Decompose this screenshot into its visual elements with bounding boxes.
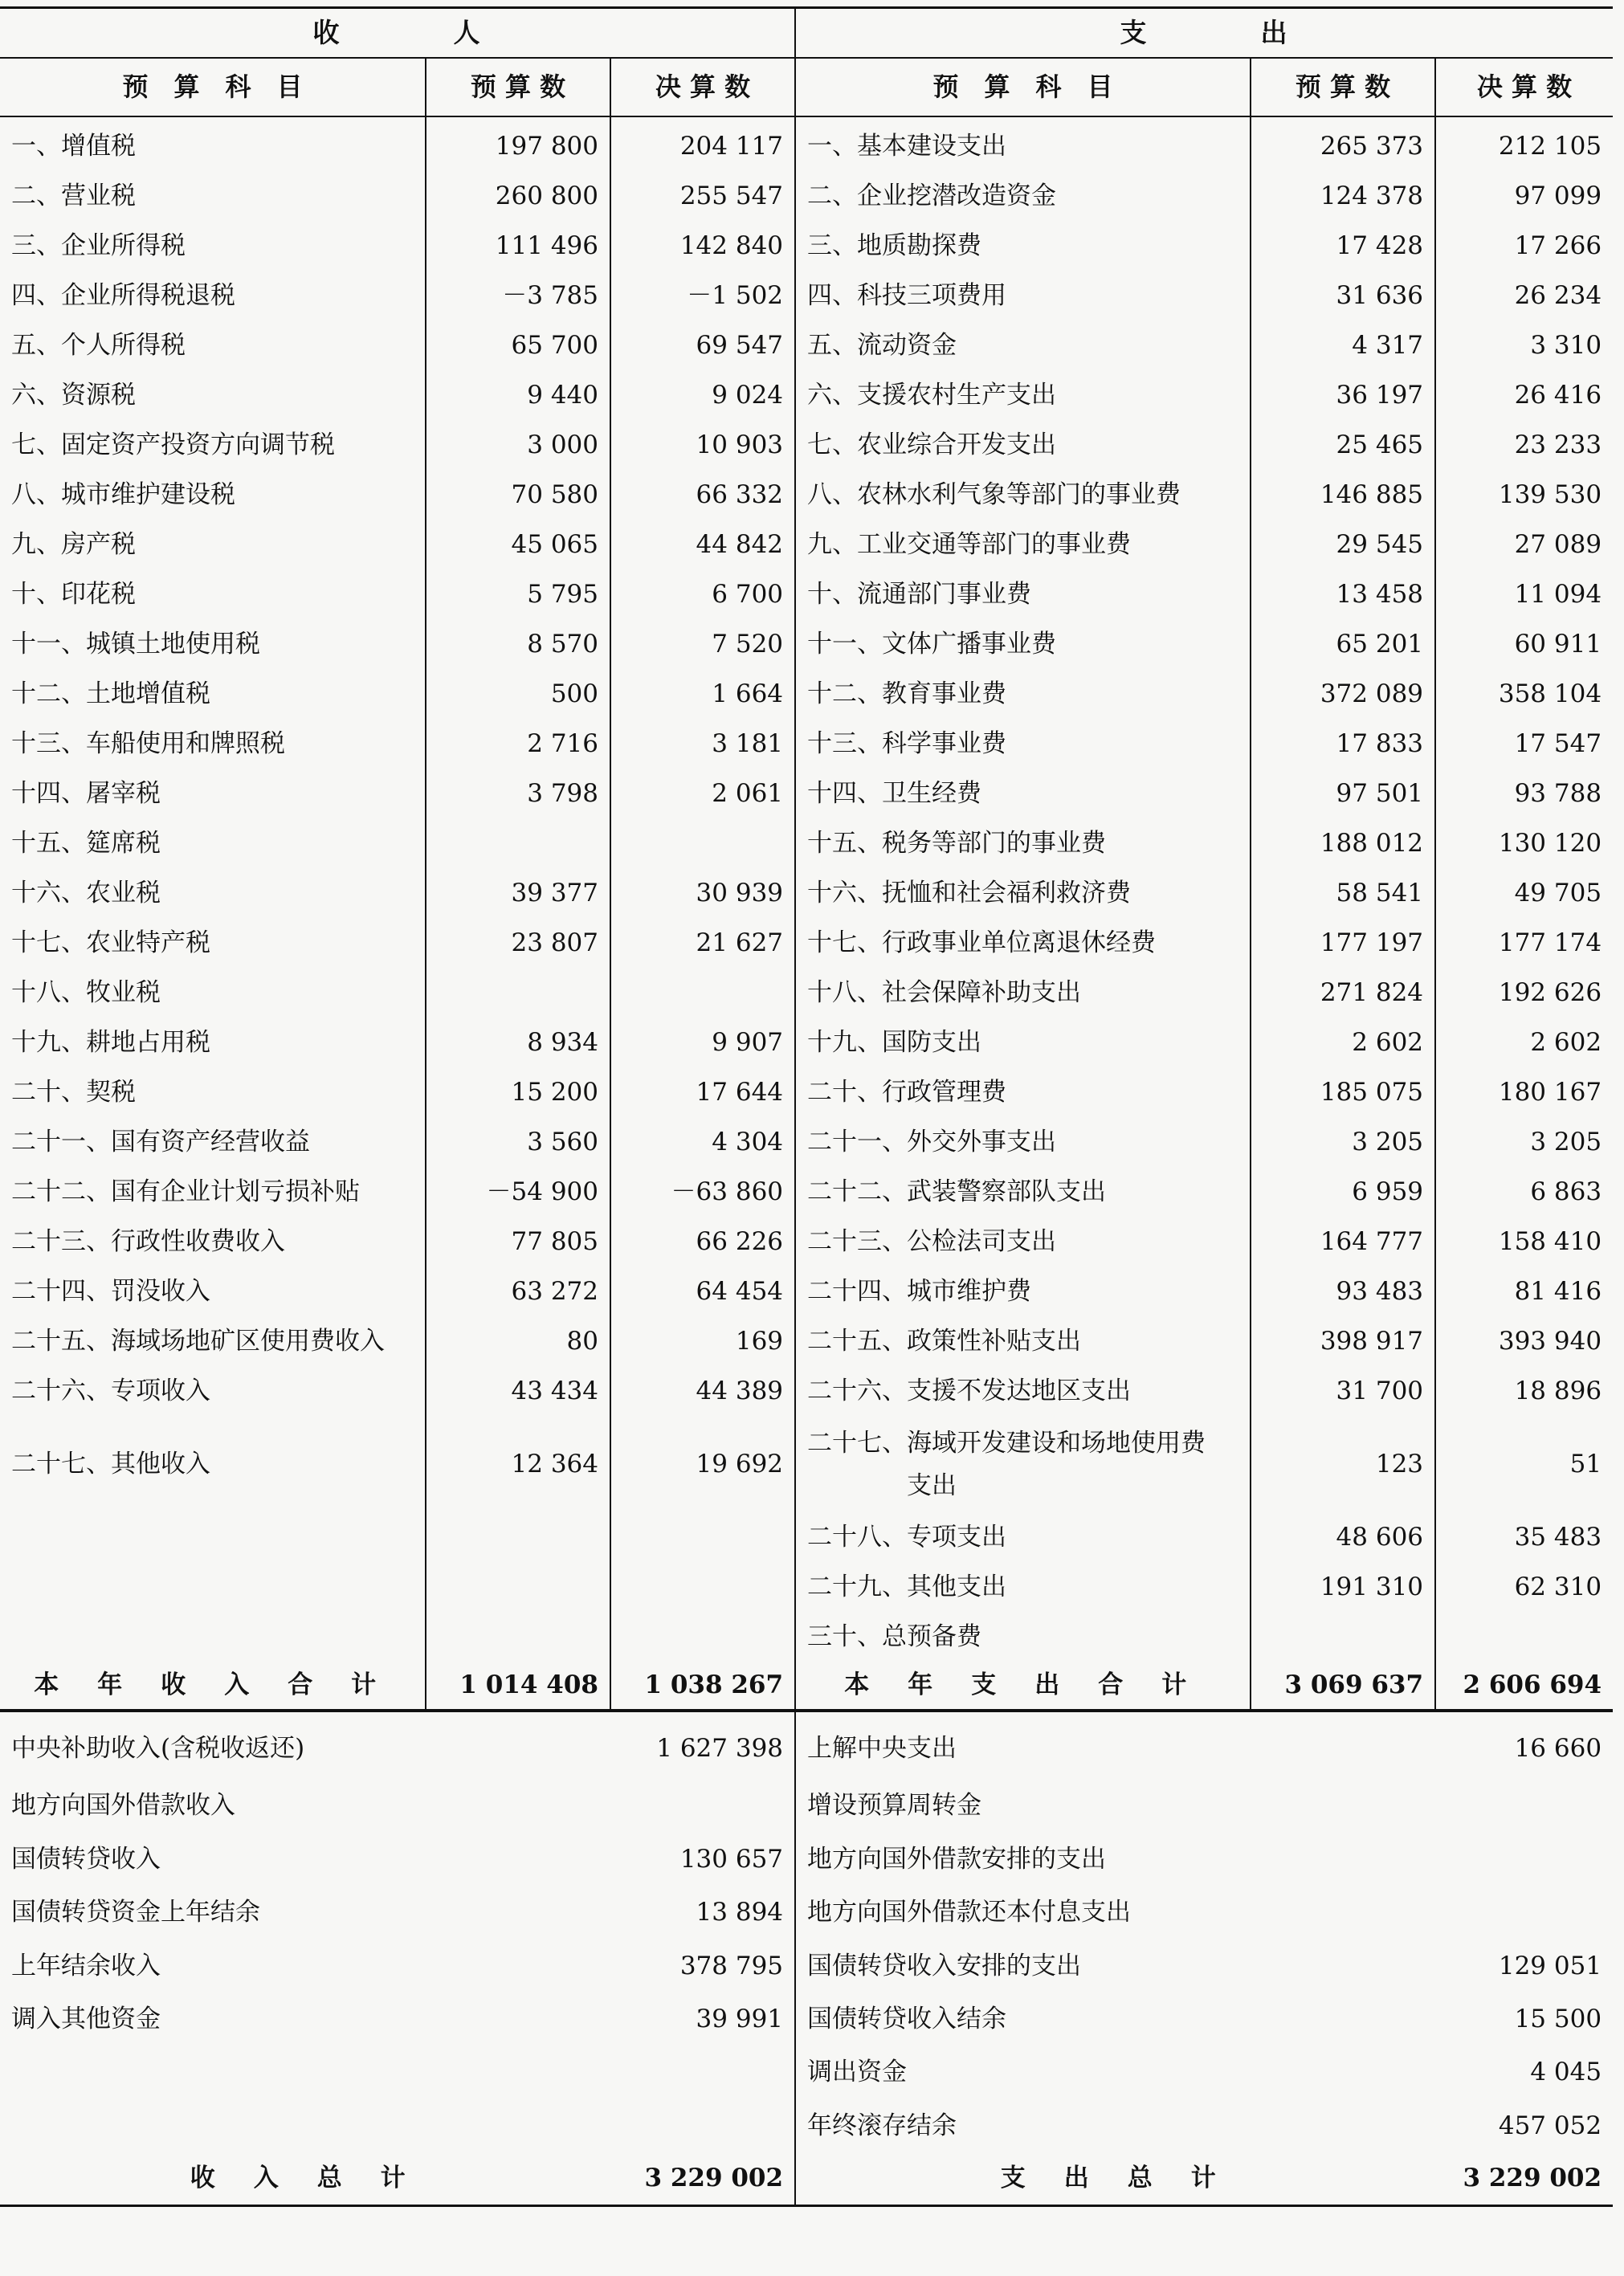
expense-budget-value: 372 089 (1251, 670, 1435, 720)
income-budget-value: 3 000 (426, 421, 610, 471)
header-row-columns (0, 58, 1613, 116)
income-final-value: 204 117 (610, 116, 795, 172)
income-final-value: 17 644 (610, 1068, 795, 1118)
table-row (0, 222, 1613, 271)
header-row-sections (0, 8, 1613, 59)
expense-final-value: 16 660 (1514, 1734, 1602, 1764)
income-budget-value: 5 795 (426, 570, 610, 620)
income-final-value: 2 061 (610, 769, 795, 819)
expense-item-line-1: 二十七、海域开发建设和场地使用费 (807, 1429, 1206, 1458)
expense-item: 地方向国外借款还本付息支出 (807, 1898, 1132, 1927)
expense-final-value: 358 104 (1498, 679, 1602, 709)
income-final-value: 1 627 398 (610, 1711, 795, 1780)
income-budget-value: 500 (426, 670, 610, 720)
expense-budget-value: 25 465 (1251, 421, 1435, 471)
income-item: 七、固定资产投资方向调节税 (0, 421, 426, 471)
income-item: 二十一、国有资产经营收益 (0, 1118, 426, 1168)
income-item: 八、城市维护建设税 (0, 471, 426, 520)
expense-budget-value: 398 917 (1251, 1317, 1435, 1367)
budget-final-accounts-table (0, 6, 1613, 2207)
income-item: 十二、土地增值税 (0, 670, 426, 720)
table-row (0, 620, 1613, 670)
table-row (0, 471, 1613, 520)
expense-budget-value: 48 606 (1251, 1513, 1435, 1563)
expense-item: 十三、科学事业费 (795, 720, 1251, 769)
income-item: 六、资源税 (0, 371, 426, 421)
expense-item: 二十五、政策性补贴支出 (795, 1317, 1251, 1367)
expense-final-value: 60 911 (1514, 630, 1602, 659)
income-budget-value: 8 570 (426, 620, 610, 670)
income-final-value: 64 454 (610, 1267, 795, 1317)
table-row (0, 1563, 1613, 1613)
income-budget-value: 8 934 (426, 1018, 610, 1068)
income-item: 十八、牧业税 (0, 969, 426, 1018)
expense-item: 增设预算周转金 (807, 1791, 982, 1821)
income-final-value: 4 304 (610, 1118, 795, 1168)
expense-item: 八、农林水利气象等部门的事业费 (795, 471, 1251, 520)
income-budget-value: 70 580 (426, 471, 610, 520)
expense-final-value: 17 266 (1514, 231, 1602, 261)
expense-final-value (1435, 1613, 1613, 1662)
income-item (0, 1613, 426, 1662)
expense-budget-value: 164 777 (1251, 1218, 1435, 1267)
expense-budget-value (1251, 1613, 1435, 1662)
expense-final-value: 35 483 (1514, 1523, 1602, 1552)
income-final-value: －63 860 (610, 1168, 795, 1218)
expense-item: 调出资金 (807, 2058, 908, 2087)
income-item-header: 预 算 科 目 (0, 58, 426, 116)
expense-item: 国债转贷收入结余 (807, 2004, 1007, 2033)
income-budget-value: 63 272 (426, 1267, 610, 1317)
income-item: 国债转贷资金上年结余 (11, 1898, 260, 1927)
income-final-value: 255 547 (610, 172, 795, 222)
expense-budget-value: 2 602 (1251, 1018, 1435, 1068)
expense-final-value: 17 547 (1514, 729, 1602, 759)
expense-final-value: 15 500 (1514, 2004, 1602, 2033)
income-item: 九、房产税 (0, 520, 426, 570)
income-final-value: 378 795 (610, 1939, 795, 1993)
income-item: 十七、农业特产税 (0, 919, 426, 969)
table-row (0, 2099, 1613, 2152)
expense-final-value: 177 174 (1498, 928, 1602, 958)
income-item: 十五、筵席税 (0, 819, 426, 869)
table-row (0, 371, 1613, 421)
income-total-label: 本 年 收 入 合 计 (0, 1662, 426, 1711)
table-row (0, 819, 1613, 869)
income-budget-value (426, 1613, 610, 1662)
expense-final-value: 51 (1569, 1450, 1602, 1479)
income-item: 二十、契税 (0, 1068, 426, 1118)
income-item: 十一、城镇土地使用税 (0, 620, 426, 670)
table-row (0, 1711, 1613, 1780)
expense-budget-value: 97 501 (1251, 769, 1435, 819)
income-final-value: 7 520 (610, 620, 795, 670)
expense-final-value: 26 416 (1514, 381, 1602, 410)
income-budget-value: 12 364 (426, 1417, 610, 1513)
income-final-value (610, 819, 795, 869)
table-row (0, 720, 1613, 769)
expense-final-value: 18 896 (1514, 1377, 1602, 1406)
table-row (0, 1613, 1613, 1662)
income-final-value: 9 024 (610, 371, 795, 421)
income-final-value (610, 2046, 795, 2099)
expense-final-value: 139 530 (1498, 480, 1602, 510)
income-final-value: 3 181 (610, 720, 795, 769)
income-item: 二十五、海域场地矿区使用费收入 (0, 1317, 426, 1367)
income-final-value (610, 2099, 795, 2152)
expense-budget-value: 188 012 (1251, 819, 1435, 869)
expense-final-value: 158 410 (1498, 1227, 1602, 1257)
income-final-value: 66 226 (610, 1218, 795, 1267)
expense-final-value: 6 863 (1530, 1177, 1602, 1207)
expense-final-value: 27 089 (1514, 530, 1602, 560)
expense-item: 十九、国防支出 (795, 1018, 1251, 1068)
expense-grand-total-value: 3 229 002 (1463, 2163, 1602, 2192)
expense-item: 二十九、其他支出 (795, 1563, 1251, 1613)
expense-item: 五、流动资金 (795, 321, 1251, 371)
income-budget-value: 15 200 (426, 1068, 610, 1118)
expense-item: 六、支援农村生产支出 (795, 371, 1251, 421)
income-budget-value: 111 496 (426, 222, 610, 271)
expense-item: 三、地质勘探费 (795, 222, 1251, 271)
table-row (0, 271, 1613, 321)
expense-budget-value: 177 197 (1251, 919, 1435, 969)
income-final-value: －1 502 (610, 271, 795, 321)
income-final-value: 69 547 (610, 321, 795, 371)
expense-final-value: 81 416 (1514, 1277, 1602, 1307)
income-budget-value: 65 700 (426, 321, 610, 371)
expense-item: 十六、抚恤和社会福利救济费 (795, 869, 1251, 919)
table-row (0, 1833, 1613, 1886)
expense-final-value: 4 045 (1530, 2058, 1602, 2087)
income-item: 一、增值税 (0, 116, 426, 172)
income-budget-value (426, 819, 610, 869)
expense-budget-value: 13 458 (1251, 570, 1435, 620)
expense-budget-header: 预 算 数 (1251, 58, 1435, 116)
income-budget-value: 80 (426, 1317, 610, 1367)
income-item: 十四、屠宰税 (0, 769, 426, 819)
expense-item: 四、科技三项费用 (795, 271, 1251, 321)
expense-final-value: 212 105 (1498, 132, 1602, 161)
table-row (0, 1168, 1613, 1218)
income-item: 上年结余收入 (11, 1951, 161, 1980)
expense-budget-value: 58 541 (1251, 869, 1435, 919)
expense-budget-value: 146 885 (1251, 471, 1435, 520)
expense-budget-value: 17 833 (1251, 720, 1435, 769)
expense-grand-total-label: 支 出 总 计 (1000, 2163, 1231, 2192)
expense-item: 二十二、武装警察部队支出 (795, 1168, 1251, 1218)
table-row (0, 1018, 1613, 1068)
table-row (0, 1417, 1613, 1513)
income-item: 五、个人所得税 (0, 321, 426, 371)
expense-budget-value: 123 (1251, 1417, 1435, 1513)
table-row (0, 1218, 1613, 1267)
table-row (0, 2046, 1613, 2099)
expense-item-line-2: 支出 (907, 1471, 957, 1500)
income-budget-header: 预 算 数 (426, 58, 610, 116)
income-item: 二十六、专项收入 (0, 1367, 426, 1417)
income-grand-total-label: 收 入 总 计 (190, 2163, 421, 2192)
expense-item: 上解中央支出 (807, 1734, 957, 1764)
income-final-value: 130 657 (610, 1833, 795, 1886)
expense-final-value (1435, 1886, 1613, 1939)
income-budget-value: 197 800 (426, 116, 610, 172)
expense-final-value: 23 233 (1514, 430, 1602, 460)
income-final-value: 13 894 (610, 1886, 795, 1939)
income-final-value: 9 907 (610, 1018, 795, 1068)
expense-budget-value: 265 373 (1251, 116, 1435, 172)
table-row (0, 321, 1613, 371)
expense-item (795, 1417, 1251, 1513)
income-item (0, 2046, 610, 2099)
table-row (0, 1367, 1613, 1417)
income-item: 十六、农业税 (0, 869, 426, 919)
income-item: 中央补助收入(含税收返还) (11, 1734, 305, 1764)
income-item: 四、企业所得税退税 (0, 271, 426, 321)
income-budget-value: 9 440 (426, 371, 610, 421)
income-budget-value: 260 800 (426, 172, 610, 222)
expense-total-final: 2 606 694 (1463, 1670, 1602, 1700)
income-budget-value: －54 900 (426, 1168, 610, 1218)
expense-final-value: 393 940 (1498, 1327, 1602, 1356)
expense-final-value: 3 205 (1530, 1128, 1602, 1157)
annual-total-row (0, 1662, 1613, 1711)
expense-item: 十七、行政事业单位离退休经费 (795, 919, 1251, 969)
table-row (0, 1267, 1613, 1317)
expense-item: 三十、总预备费 (795, 1613, 1251, 1662)
income-item: 二十七、其他收入 (0, 1417, 426, 1513)
expense-budget-value: 6 959 (1251, 1168, 1435, 1218)
expense-item: 十二、教育事业费 (795, 670, 1251, 720)
expense-item: 国债转贷收入安排的支出 (807, 1951, 1082, 1980)
expense-final-value: 49 705 (1514, 879, 1602, 908)
expense-item: 十五、税务等部门的事业费 (795, 819, 1251, 869)
table-row (0, 769, 1613, 819)
expense-item: 地方向国外借款安排的支出 (807, 1844, 1107, 1874)
table-row (0, 670, 1613, 720)
income-final-value: 1 664 (610, 670, 795, 720)
table-row (0, 1068, 1613, 1118)
expense-item: 二十一、外交外事支出 (795, 1118, 1251, 1168)
income-budget-value: 39 377 (426, 869, 610, 919)
expense-final-value: 26 234 (1514, 281, 1602, 311)
expense-budget-value: 124 378 (1251, 172, 1435, 222)
expense-item: 十四、卫生经费 (795, 769, 1251, 819)
income-budget-value: 2 716 (426, 720, 610, 769)
expense-final-value: 192 626 (1498, 978, 1602, 1008)
income-item: 十九、耕地占用税 (0, 1018, 426, 1068)
expense-item: 十八、社会保障补助支出 (795, 969, 1251, 1018)
table-row (0, 1993, 1613, 2046)
expense-final-value: 62 310 (1514, 1572, 1602, 1602)
income-item: 二十四、罚没收入 (0, 1267, 426, 1317)
table-row (0, 1939, 1613, 1993)
expense-budget-value: 36 197 (1251, 371, 1435, 421)
income-item: 十三、车船使用和牌照税 (0, 720, 426, 769)
table-row (0, 520, 1613, 570)
income-item: 地方向国外借款收入 (11, 1791, 235, 1821)
income-grand-total-value: 3 229 002 (610, 2153, 795, 2206)
expense-final-value: 3 310 (1530, 331, 1602, 361)
income-budget-value: 23 807 (426, 919, 610, 969)
expense-item: 九、工业交通等部门的事业费 (795, 520, 1251, 570)
income-budget-value: －3 785 (426, 271, 610, 321)
expense-item: 二十八、专项支出 (795, 1513, 1251, 1563)
income-item (0, 2099, 610, 2152)
expense-item: 二、企业挖潜改造资金 (795, 172, 1251, 222)
income-item (0, 1563, 426, 1613)
table-row (0, 1513, 1613, 1563)
income-final-value: 169 (610, 1317, 795, 1367)
income-final-value: 142 840 (610, 222, 795, 271)
income-budget-value: 3 798 (426, 769, 610, 819)
table-row (0, 869, 1613, 919)
income-final-value (610, 1513, 795, 1563)
income-final-value: 39 991 (610, 1993, 795, 2046)
table-row (0, 1886, 1613, 1939)
expense-final-value: 93 788 (1514, 779, 1602, 809)
expense-final-value: 97 099 (1514, 182, 1602, 211)
income-total-budget: 1 014 408 (426, 1662, 610, 1711)
income-budget-value: 43 434 (426, 1367, 610, 1417)
expense-item: 二十四、城市维护费 (795, 1267, 1251, 1317)
expense-final-value: 180 167 (1498, 1078, 1602, 1107)
expense-item: 十、流通部门事业费 (795, 570, 1251, 620)
table-row (0, 969, 1613, 1018)
income-budget-value (426, 1513, 610, 1563)
income-budget-value: 3 560 (426, 1118, 610, 1168)
income-final-value: 44 389 (610, 1367, 795, 1417)
expense-total-label: 本 年 支 出 合 计 (795, 1662, 1251, 1711)
expense-budget-value: 65 201 (1251, 620, 1435, 670)
income-budget-value: 45 065 (426, 520, 610, 570)
expense-item: 年终滚存结余 (807, 2111, 957, 2140)
table-row (0, 919, 1613, 969)
income-item: 二十三、行政性收费收入 (0, 1218, 426, 1267)
expense-final-value: 129 051 (1498, 1951, 1602, 1980)
expense-budget-value: 17 428 (1251, 222, 1435, 271)
income-item: 十、印花税 (0, 570, 426, 620)
income-final-value (610, 969, 795, 1018)
income-final-value: 10 903 (610, 421, 795, 471)
expense-final-value: 457 052 (1498, 2111, 1602, 2140)
income-final-value (610, 1613, 795, 1662)
expense-item-header: 预 算 科 目 (795, 58, 1251, 116)
income-final-value: 44 842 (610, 520, 795, 570)
income-item: 调入其他资金 (11, 2004, 161, 2033)
expense-section-header: 支 出 (1120, 17, 1289, 49)
expense-final-value: 130 120 (1498, 829, 1602, 859)
income-final-value: 30 939 (610, 869, 795, 919)
income-final-value: 6 700 (610, 570, 795, 620)
income-final-value (610, 1780, 795, 1833)
expense-budget-value: 3 205 (1251, 1118, 1435, 1168)
expense-final-header: 决 算 数 (1476, 71, 1573, 103)
expense-item: 二十六、支援不发达地区支出 (795, 1367, 1251, 1417)
income-budget-value: 77 805 (426, 1218, 610, 1267)
table-row (0, 421, 1613, 471)
income-item: 二十二、国有企业计划亏损补贴 (0, 1168, 426, 1218)
expense-budget-value: 31 700 (1251, 1367, 1435, 1417)
table-row (0, 1780, 1613, 1833)
expense-item: 二十三、公检法司支出 (795, 1218, 1251, 1267)
expense-total-budget: 3 069 637 (1251, 1662, 1435, 1711)
income-final-value: 66 332 (610, 471, 795, 520)
income-final-value: 21 627 (610, 919, 795, 969)
income-item: 国债转贷收入 (11, 1844, 161, 1874)
table-row (0, 1317, 1613, 1367)
expense-final-value (1435, 1780, 1613, 1833)
income-budget-value (426, 969, 610, 1018)
expense-final-value (1435, 1833, 1613, 1886)
expense-budget-value: 271 824 (1251, 969, 1435, 1018)
expense-budget-value: 31 636 (1251, 271, 1435, 321)
expense-final-value: 11 094 (1514, 580, 1602, 610)
table-row (0, 172, 1613, 222)
expense-item: 十一、文体广播事业费 (795, 620, 1251, 670)
income-final-value: 19 692 (610, 1417, 795, 1513)
expense-item: 二十、行政管理费 (795, 1068, 1251, 1118)
expense-budget-value: 4 317 (1251, 321, 1435, 371)
table-row (0, 116, 1613, 172)
income-section-header: 收 人 (0, 8, 795, 59)
income-budget-value (426, 1563, 610, 1613)
grand-total-row (0, 2153, 1613, 2206)
expense-budget-value: 185 075 (1251, 1068, 1435, 1118)
expense-item: 七、农业综合开发支出 (795, 421, 1251, 471)
expense-budget-value: 93 483 (1251, 1267, 1435, 1317)
income-item: 二、营业税 (0, 172, 426, 222)
income-item (0, 1513, 426, 1563)
expense-budget-value: 191 310 (1251, 1563, 1435, 1613)
table-row (0, 570, 1613, 620)
income-final-header: 决 算 数 (610, 58, 795, 116)
expense-budget-value: 29 545 (1251, 520, 1435, 570)
income-item: 三、企业所得税 (0, 222, 426, 271)
table-row (0, 1118, 1613, 1168)
income-total-final: 1 038 267 (610, 1662, 795, 1711)
expense-item: 一、基本建设支出 (795, 116, 1251, 172)
income-final-value (610, 1563, 795, 1613)
expense-final-value: 2 602 (1530, 1028, 1602, 1058)
